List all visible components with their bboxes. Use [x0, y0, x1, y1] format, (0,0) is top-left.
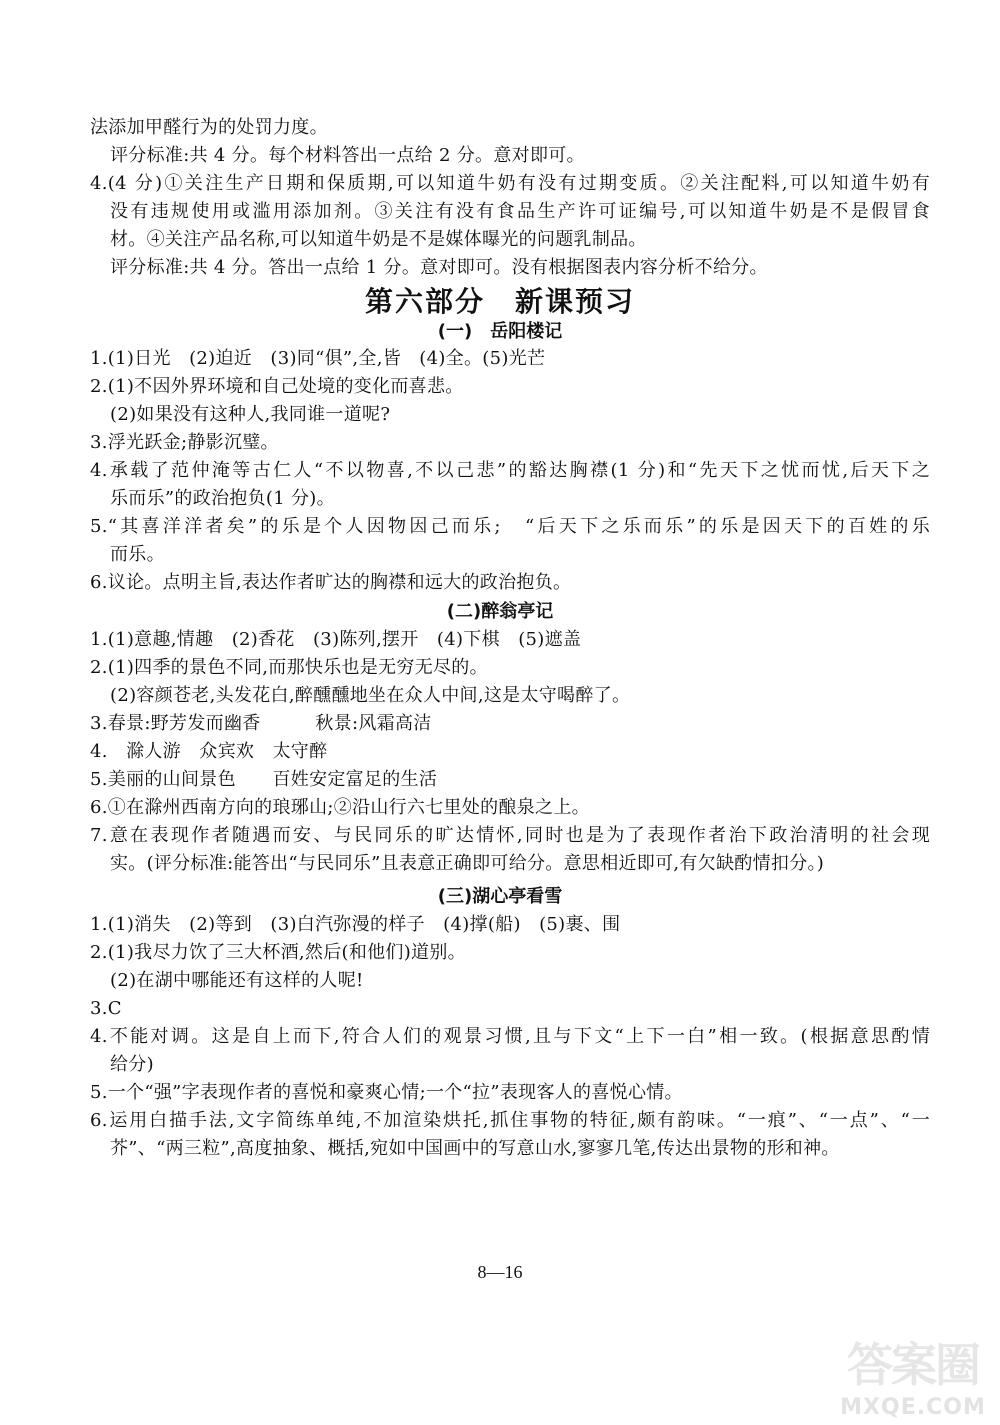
section-title-yueyanglou: (一) 岳阳楼记 [437, 321, 563, 342]
answer-line: 材。④关注产品名称,可以知道牛奶是不是媒体曝光的问题乳制品。 [110, 229, 647, 250]
answer-line: 3.C [90, 998, 122, 1019]
answer-line: 芥”、“两三粒”,高度抽象、概括,宛如中国画中的写意山水,寥寥几笔,传达出景物的形和神。 [110, 1138, 840, 1159]
watermark [838, 1335, 988, 1420]
answer-line: 4.(4 分)①关注生产日期和保质期,可以知道牛奶有没有过期变质。②关注配料,可以知道牛奶有 [90, 173, 930, 194]
text-line: 法添加甲醛行为的处罚力度。 [90, 117, 328, 138]
answer-line: 1.(1)意趣,情趣 (2)香花 (3)陈列,摆开 (4)下棋 (5)遮盖 [90, 629, 582, 650]
answer-line: 6.①在滁州西南方向的琅琊山;②沿山行六七里处的酿泉之上。 [90, 797, 590, 818]
answer-line: 4.承载了范仲淹等古仁人“不以物喜,不以己悲”的豁达胸襟(1 分)和“先天下之忧而忧,后天下之 [90, 460, 930, 481]
answer-line: 5.美丽的山间景色 百姓安定富足的生活 [90, 769, 438, 790]
scoring-line: 实。(评分标准:能答出“与民同乐”且表意正确即可给分。意思相近即可,有欠缺酌情扣分。) [110, 853, 825, 874]
answer-line: 6.议论。点明主旨,表达作者旷达的胸襟和远大的政治抱负。 [90, 572, 572, 593]
answer-line: 1.(1)消失 (2)等到 (3)白汽弥漫的样子 (4)撑(船) (5)裹、围 [90, 914, 621, 935]
answer-line: 而乐。 [110, 544, 165, 565]
answer-line: 2.(1)我尽力饮了三大杯酒,然后(和他们)道别。 [90, 942, 466, 963]
answer-line: 7.意在表现作者随遇而安、与民同乐的旷达情怀,同时也是为了表现作者治下政治清明的社会现 [90, 825, 930, 846]
answer-line: (2)容颜苍老,头发花白,醉醺醺地坐在众人中间,这是太守喝醉了。 [110, 685, 631, 706]
answer-line: 3.春景:野芳发而幽香 秋景:风霜高洁 [90, 713, 432, 734]
answer-line: 没有违规使用或滥用添加剂。③关注有没有食品生产许可证编号,可以知道牛奶是不是假冒食 [110, 201, 930, 222]
answer-line: 给分) [110, 1054, 154, 1075]
answer-line: 乐而乐”的政治抱负(1 分)。 [110, 488, 335, 509]
answer-line: (2)如果没有这种人,我同谁一道呢? [110, 404, 391, 425]
scoring-line: 评分标准:共 4 分。答出一点给 1 分。意对即可。没有根据图表内容分析不给分。 [110, 257, 768, 278]
answer-line: 2.(1)四季的景色不同,而那快乐也是无穷无尽的。 [90, 657, 488, 678]
part-title: 第六部分 新课预习 [364, 285, 635, 318]
answer-line: (2)在湖中哪能还有这样的人呢! [110, 970, 364, 991]
scoring-line: 评分标准:共 4 分。每个材料答出一点给 2 分。意对即可。 [110, 145, 585, 166]
answer-line: 6.运用白描手法,文字简练单纯,不加渲染烘托,抓住事物的特征,颇有韵味。“一痕”、“一点”、“一 [90, 1110, 930, 1131]
page-number: 8—16 [477, 1262, 523, 1282]
watermark-url: MXQE.COM [840, 1395, 986, 1420]
answer-line: 5.“其喜洋洋者矣”的乐是个人因物因己而乐; “后天下之乐而乐”的乐是因天下的百姓的乐 [90, 516, 930, 537]
watermark-logo: 答案圈 [847, 1338, 979, 1392]
section-title-huxinting: (三)湖心亭看雪 [437, 886, 563, 907]
answer-line: 3.浮光跃金;静影沉璧。 [90, 432, 279, 453]
section-title-zuiwengting: (二)醉翁亭记 [446, 601, 554, 622]
answer-line: 2.(1)不因外界环境和自己处境的变化而喜悲。 [90, 376, 464, 397]
answer-line: 4.不能对调。这是自上而下,符合人们的观景习惯,且与下文“上下一白”相一致。(根据意思酌情 [90, 1026, 930, 1047]
answer-line: 1.(1)日光 (2)迫近 (3)同“俱”,全,皆 (4)全。(5)光芒 [90, 348, 546, 369]
answer-line: 4. 滁人游 众宾欢 太守醉 [90, 741, 328, 762]
answer-line: 5.一个“强”字表现作者的喜悦和豪爽心情;一个“拉”表现客人的喜悦心情。 [90, 1082, 683, 1103]
